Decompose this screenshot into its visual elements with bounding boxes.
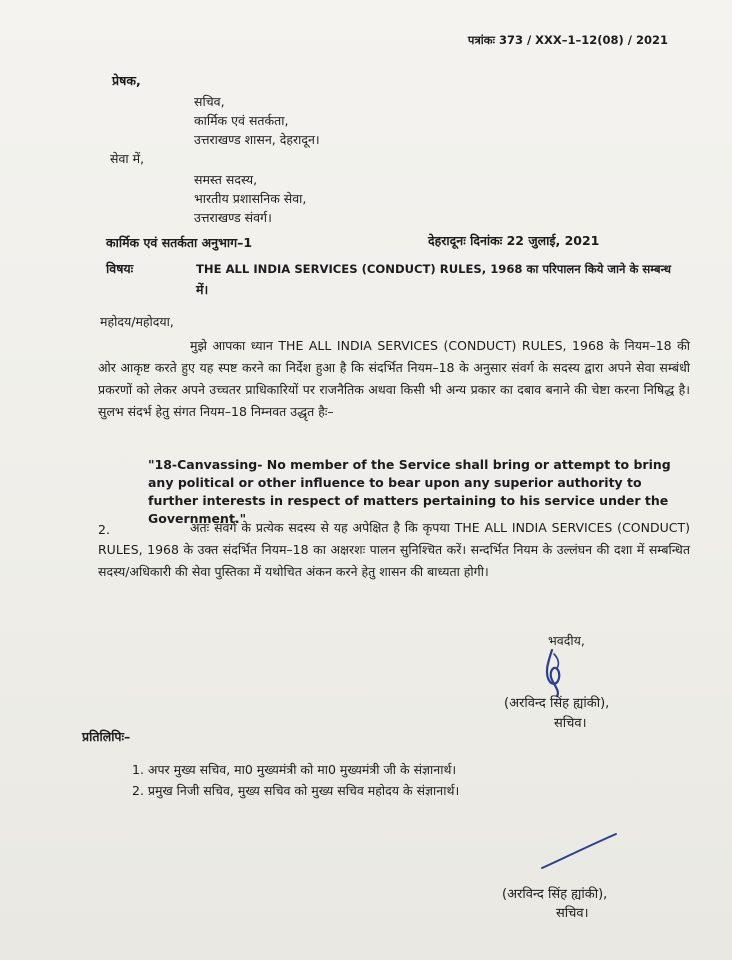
rule-quote-text: "18-Canvassing- No member of the Service shall bring or attempt to bring any political or other influence to bear upon any superior authority to further interests in respect of matters pertaining to his service under the Government." — [148, 457, 671, 526]
copy-to-item-1: 1. अपर मुख्य सचिव, मा0 मुख्यमंत्री को मा0 मुख्यमंत्री जी के संज्ञानार्थ। — [132, 762, 457, 777]
sender-line-1: सचिव, — [194, 94, 225, 109]
subject-label: विषयः — [106, 261, 134, 276]
subject-text-line-2: में। — [196, 282, 209, 297]
paragraph-1-text: मुझे आपका ध्यान THE ALL INDIA SERVICES (CONDUCT) RULES, 1968 के नियम–18 की ओर आकृष्ट करते हुए यह स्पष्ट करने का निर्देश हुआ है कि संदर्भित नियम–18 के अनुसार संवर्ग के सदस्य द्वारा अपने सेवा सम्बंधी प्रकरणों को लेकर अपने उच्चतर प्राधिकारियों पर राजनैतिक अथवा किसी भी अन्य प्रकार का दबाव बनाने की चेष्टा करना निषिद्ध है। सुलभ संदर्भ हेतु संगत नियम–18 निम्नवत उद्धृत हैः– — [98, 338, 690, 419]
copy-signatory-title: सचिव। — [556, 906, 589, 921]
signatory-title: सचिव। — [554, 716, 587, 731]
copy-to-item-2: 2. प्रमुख निजी सचिव, मुख्य सचिव को मुख्य सचिव महोदय के संज्ञानार्थ। — [132, 783, 460, 798]
copy-signatory-name: (अरविन्द सिंह ह्यांकी), — [502, 887, 608, 902]
place-date: देहरादूनः दिनांकः 22 जुलाई, 2021 — [428, 233, 600, 248]
signature-mark — [540, 648, 580, 698]
copy-to-label: प्रतिलिपिः– — [82, 729, 131, 744]
section-name: कार्मिक एवं सतर्कता अनुभाग–1 — [106, 235, 253, 250]
signatory-name: (अरविन्द सिंह ह्यांकी), — [504, 696, 610, 711]
sender-label: प्रेषक, — [112, 73, 141, 88]
salutation: महोदय/महोदया, — [100, 314, 174, 329]
paragraph-1 — [98, 335, 690, 423]
recipient-label: सेवा में, — [110, 151, 145, 166]
signature-stroke — [540, 832, 620, 872]
paragraph-2-text: अतः संवर्ग के प्रत्येक सदस्य से यह अपेक्षित है कि कृपया THE ALL INDIA SERVICES (CONDUCT) RULES, 1968 के उक्त संदर्भित नियम–18 का अक्षरशः पालन सुनिश्चित करें। सन्दर्भित नियम के उल्लंघन की दशा में सम्बन्धित सदस्य/अधिकारी की सेवा पुस्तिका में यथोचित अंकन करने हेतु शासन की बाध्यता होगी। — [98, 520, 690, 579]
recipient-line-1: समस्त सदस्य, — [194, 172, 258, 187]
closing: भवदीय, — [548, 633, 585, 648]
paragraph-2-number: 2. — [98, 522, 110, 537]
reference-number: पत्रांकः 373 / XXX–1–12(08) / 2021 — [467, 33, 668, 47]
sender-line-2: कार्मिक एवं सतर्कता, — [194, 113, 289, 128]
paragraph-2 — [98, 517, 690, 583]
sender-line-3: उत्तराखण्ड शासन, देहरादून। — [194, 132, 320, 147]
subject-text-line-1: THE ALL INDIA SERVICES (CONDUCT) RULES, 1968 का परिपालन किये जाने के सम्बन्ध — [196, 262, 671, 276]
recipient-line-3: उत्तराखण्ड संवर्ग। — [194, 210, 272, 225]
recipient-line-2: भारतीय प्रशासनिक सेवा, — [194, 191, 307, 206]
